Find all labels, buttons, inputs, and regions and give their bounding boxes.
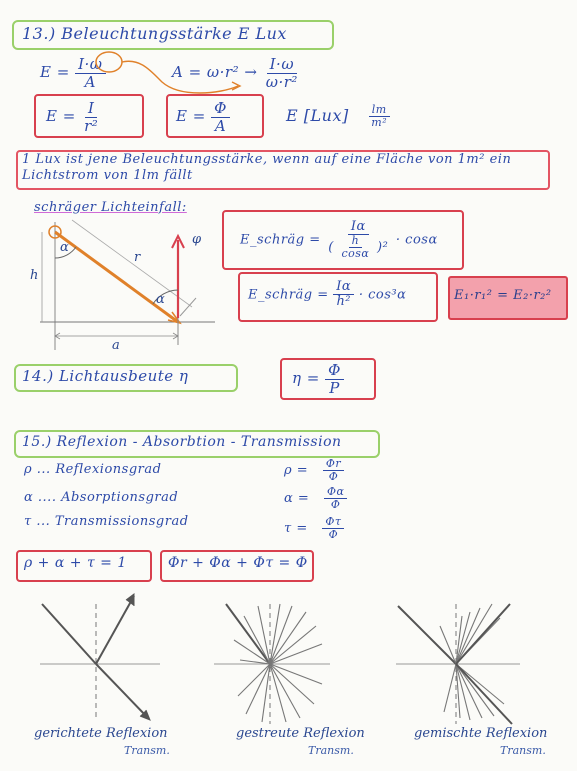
e-oblique-eq2-num: Iα [333, 280, 354, 295]
incident-ray [398, 606, 456, 664]
label-alpha-bottom: α [156, 292, 165, 307]
eq1-num: I·ω [75, 56, 105, 74]
scattered-rays [234, 604, 322, 722]
row-reflexion-sym: ρ [24, 462, 33, 477]
definition-text: 1 Lux ist jene Beleuchtungsstärke, wenn auf eine Fläche von 1m² ein Lichtstrom von 1lm fällt [22, 152, 512, 183]
rhs-reflexion-num: Φr [323, 458, 344, 471]
rhs-transmission-den: Φ [328, 528, 339, 542]
row-transmission-text: ... Transmissionsgrad [36, 514, 189, 529]
e-oblique-eq2-lhs: E_schräg = [248, 287, 329, 303]
section14-title: 14.) Lichtausbeute η [22, 367, 189, 385]
rhs-reflexion-sym: ρ = [284, 463, 309, 479]
row-reflexion-text: ... Reflexionsgrad [36, 462, 162, 477]
eq1-lhs: E = [40, 63, 70, 81]
eq2-num: I·ω [267, 56, 297, 74]
unit-text: E [Lux] [286, 106, 349, 126]
caption-scattered-transm: Transm. [308, 744, 354, 757]
label-r: r [134, 250, 141, 265]
e-oblique-eq2-den: h² [336, 294, 352, 310]
diagram-directed [40, 594, 160, 720]
e-oblique-eq2-tail: · cos³α [358, 287, 407, 303]
caption-directed: gerichtete Reflexion [34, 726, 168, 741]
box1-num: I [85, 100, 97, 118]
label-alpha-top: α [60, 240, 69, 255]
efficacy-num: Φ [325, 362, 344, 380]
e-oblique-eq1-lhs: E_schräg = [240, 232, 321, 248]
row-absorption-sym: α [24, 490, 34, 505]
e-oblique-eq1: E_schräg = Iα ( $\frac{h}{\cos\alpha}$ )² · cosα [240, 219, 438, 261]
diagram-mixed [396, 604, 520, 724]
row-transmission-sym: τ [24, 514, 32, 529]
eq2-den: ω·r² [265, 72, 298, 91]
box1-lhs: E = [46, 107, 76, 125]
diagram-scattered [214, 604, 330, 724]
eq2-lhs: A = ω·r² → [172, 63, 258, 81]
incident-ray [42, 604, 96, 664]
e-oblique-eq1-inner-num: h [349, 235, 363, 248]
eq1-den: A [84, 72, 96, 91]
rhs-absorption-sym: α = [284, 491, 310, 507]
box2-den: A [214, 116, 227, 135]
rhs-absorption-den: Φ [330, 498, 341, 512]
unit-num: lm [369, 104, 390, 117]
caption-scattered: gestreute Reflexion [236, 726, 365, 741]
caption-mixed: gemischte Reflexion [414, 726, 548, 741]
transmitted-ray [456, 664, 512, 724]
label-h: h [30, 268, 39, 283]
unit-den: m² [371, 116, 388, 130]
row-absorption-text: .... Absorptionsgrad [37, 490, 179, 505]
rhs-absorption-num: Φα [324, 486, 347, 499]
e-oblique-eq1-inner-den: cosα [341, 247, 370, 261]
sum-eq-1: ρ + α + τ = 1 [24, 555, 127, 571]
reflected-ray [96, 596, 134, 664]
oblique-title: schräger Lichteinfall: [34, 200, 187, 215]
label-phi: φ [192, 232, 202, 247]
transmitted-ray [96, 664, 148, 718]
section13-title: 13.) Beleuchtungsstärke E Lux [22, 24, 287, 43]
rhs-transmission-sym: τ = [284, 521, 308, 537]
box2-lhs: E = [176, 107, 206, 125]
sum-eq-2: Φr + Φα + Φτ = Φ [168, 555, 308, 571]
box2-num: Φ [211, 100, 230, 118]
caption-directed-transm: Transm. [124, 744, 170, 757]
box1-den: r² [84, 116, 99, 135]
e-distance-eq: E₁·r₁² = E₂·r₂² [454, 288, 552, 303]
e-oblique-eq1-num: Iα [348, 220, 369, 235]
e-oblique-eq1-tail: · cosα [395, 232, 438, 248]
rhs-transmission-num: Φτ [322, 516, 344, 529]
efficacy-den: P [329, 378, 340, 397]
efficacy-lhs: η = [292, 369, 320, 387]
rhs-reflexion-den: Φ [328, 470, 339, 484]
section15-title: 15.) Reflexion - Absorbtion - Transmission [22, 434, 342, 450]
label-a: a [112, 338, 120, 353]
caption-mixed-transm: Transm. [500, 744, 546, 757]
